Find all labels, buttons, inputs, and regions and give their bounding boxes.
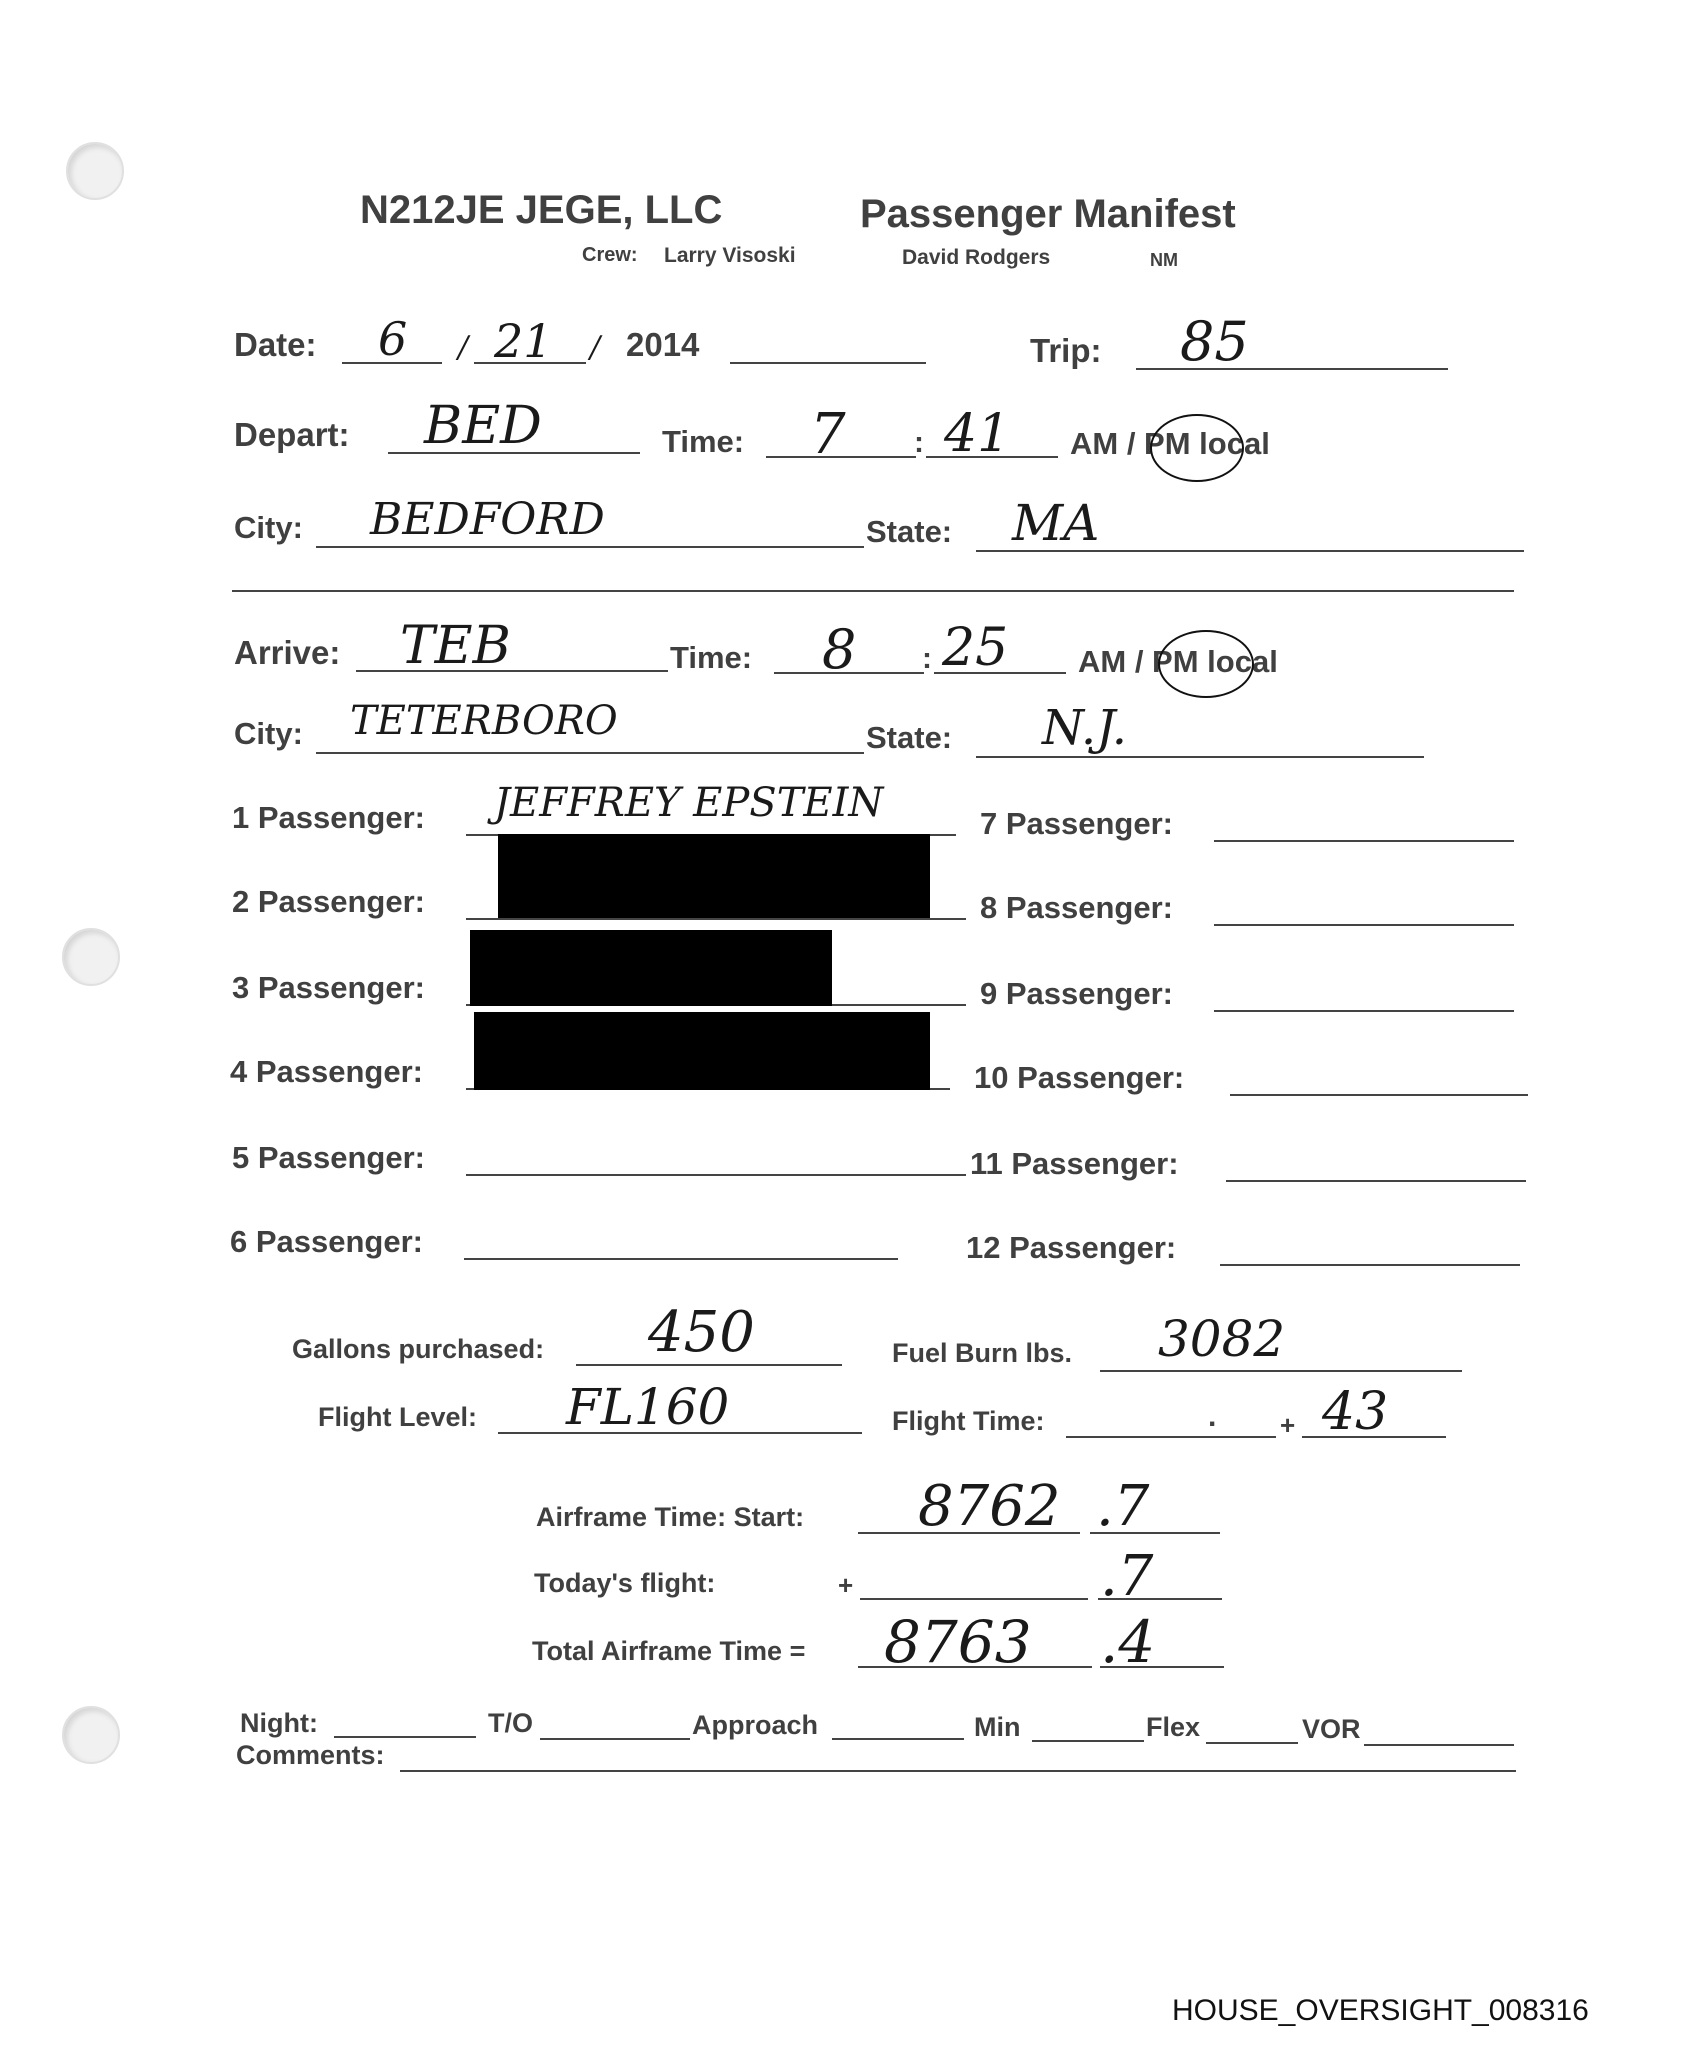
flex-label: Flex	[1146, 1712, 1201, 1742]
approach-label: Approach	[692, 1710, 819, 1740]
gallons-value: 450	[648, 1300, 755, 1365]
trip-label: Trip:	[1030, 332, 1102, 369]
crew-member-1: Larry Visoski	[664, 244, 796, 267]
total-airframe-label: Total Airframe Time =	[532, 1636, 806, 1666]
arrive-city-line	[316, 752, 864, 754]
flight-level-value: FL160	[566, 1378, 730, 1436]
airframe-start-decimal: .7	[1096, 1474, 1150, 1539]
night-line	[334, 1736, 476, 1738]
binder-hole-bottom	[62, 1706, 120, 1764]
flight-time-minutes: 43	[1322, 1382, 1389, 1442]
passenger-1-label: 1 Passenger:	[232, 800, 425, 835]
passenger-6-line	[464, 1258, 898, 1260]
arrive-airport: TEB	[400, 616, 511, 676]
passenger-11-label: 11 Passenger:	[970, 1146, 1179, 1181]
date-day: 21	[494, 314, 553, 368]
arrive-minute: 25	[942, 618, 1009, 678]
airframe-start-label: Airframe Time: Start:	[536, 1502, 805, 1532]
date-year-line	[730, 362, 926, 364]
passenger-2-line	[466, 918, 966, 920]
arrive-label: Arrive:	[234, 634, 341, 671]
depart-label: Depart:	[234, 416, 350, 453]
arrive-state-label: State:	[866, 720, 953, 755]
depart-city-line	[316, 546, 864, 548]
passenger-7-label: 7 Passenger:	[980, 806, 1173, 841]
flight-time-dot: .	[1208, 1400, 1217, 1433]
depart-ampm: AM / PM local	[1070, 426, 1270, 461]
min-label: Min	[974, 1712, 1021, 1742]
vor-label: VOR	[1302, 1714, 1361, 1744]
crew-member-2: David Rodgers	[902, 246, 1051, 269]
date-year: 2014	[626, 326, 700, 363]
to-label: T/O	[488, 1708, 533, 1738]
passenger-4-label: 4 Passenger:	[230, 1054, 423, 1089]
to-line	[540, 1738, 690, 1740]
depart-city: BEDFORD	[370, 494, 605, 545]
fuel-burn-value: 3082	[1158, 1310, 1286, 1368]
arrive-state-line	[976, 756, 1424, 758]
binder-hole-middle	[62, 928, 120, 986]
passenger-10-line	[1230, 1094, 1528, 1096]
passenger-5-line	[466, 1174, 966, 1176]
gallons-label: Gallons purchased:	[292, 1334, 545, 1364]
date-month: 6	[378, 312, 408, 366]
passenger-4-redaction	[474, 1012, 930, 1090]
passenger-3-redaction	[470, 930, 832, 1006]
todays-flight-plus: +	[838, 1570, 854, 1600]
crew-member-3: NM	[1150, 250, 1178, 270]
arrive-pm-circle	[1158, 630, 1254, 698]
arrive-ampm: AM / PM local	[1078, 644, 1278, 679]
passenger-12-line	[1220, 1264, 1520, 1266]
approach-line	[832, 1738, 964, 1740]
passenger-10-label: 10 Passenger:	[974, 1060, 1185, 1095]
passenger-5-label: 5 Passenger:	[232, 1140, 425, 1175]
passenger-9-label: 9 Passenger:	[980, 976, 1173, 1011]
passenger-8-line	[1214, 924, 1514, 926]
depart-time-label: Time:	[662, 424, 745, 459]
arrive-hour: 8	[822, 618, 857, 681]
passenger-3-label: 3 Passenger:	[232, 970, 425, 1005]
crew-label: Crew:	[582, 244, 638, 266]
date-sep-2: /	[590, 330, 601, 365]
trip-number: 85	[1180, 310, 1249, 373]
night-label: Night:	[240, 1708, 318, 1738]
depart-time-colon: :	[914, 426, 924, 459]
total-airframe-decimal: .4	[1100, 1608, 1156, 1676]
depart-airport: BED	[424, 396, 542, 456]
passenger-12-label: 12 Passenger:	[966, 1230, 1177, 1265]
passenger-2-label: 2 Passenger:	[232, 884, 425, 919]
todays-flight-line	[860, 1598, 1088, 1600]
date-label: Date:	[234, 326, 317, 363]
depart-state-label: State:	[866, 514, 953, 549]
separator-line	[232, 590, 1514, 592]
arrive-time-colon: :	[922, 642, 932, 675]
passenger-1-name: JEFFREY EPSTEIN	[494, 780, 884, 826]
passenger-9-line	[1214, 1010, 1514, 1012]
comments-line	[400, 1770, 1516, 1772]
passenger-2-redaction	[498, 834, 930, 918]
arrive-state: N.J.	[1042, 700, 1127, 756]
fuel-burn-line	[1100, 1370, 1462, 1372]
arrive-city-label: City:	[234, 716, 303, 751]
depart-minute: 41	[944, 404, 1011, 464]
flex-line	[1206, 1742, 1298, 1744]
airframe-start-value: 8762	[918, 1474, 1061, 1539]
depart-city-label: City:	[234, 510, 303, 545]
arrive-city: TETERBORO	[350, 698, 618, 744]
depart-hour: 7	[810, 402, 846, 467]
comments-label: Comments:	[236, 1740, 385, 1770]
min-line	[1032, 1740, 1144, 1742]
arrive-time-label: Time:	[670, 640, 753, 675]
passenger-11-line	[1226, 1180, 1526, 1182]
passenger-8-label: 8 Passenger:	[980, 890, 1173, 925]
flight-time-plus: +	[1280, 1410, 1296, 1440]
flight-time-label: Flight Time:	[892, 1406, 1045, 1436]
total-airframe-value: 8763	[884, 1608, 1032, 1676]
bates-number: HOUSE_OVERSIGHT_008316	[1172, 1994, 1589, 2027]
flight-time-hours-line	[1066, 1436, 1276, 1438]
fuel-burn-label: Fuel Burn lbs.	[892, 1338, 1073, 1368]
form-title: N212JE JEGE, LLC	[360, 188, 723, 232]
flight-level-label: Flight Level:	[318, 1402, 478, 1432]
depart-state: MA	[1012, 494, 1100, 552]
todays-flight-decimal: .7	[1100, 1544, 1154, 1609]
passenger-6-label: 6 Passenger:	[230, 1224, 423, 1259]
todays-flight-label: Today's flight:	[534, 1568, 716, 1598]
depart-pm-circle	[1150, 414, 1244, 482]
date-sep-1: /	[458, 330, 469, 365]
passenger-7-line	[1214, 840, 1514, 842]
form-subtitle: Passenger Manifest	[860, 192, 1236, 236]
binder-hole-top	[66, 142, 124, 200]
vor-line	[1364, 1744, 1514, 1746]
